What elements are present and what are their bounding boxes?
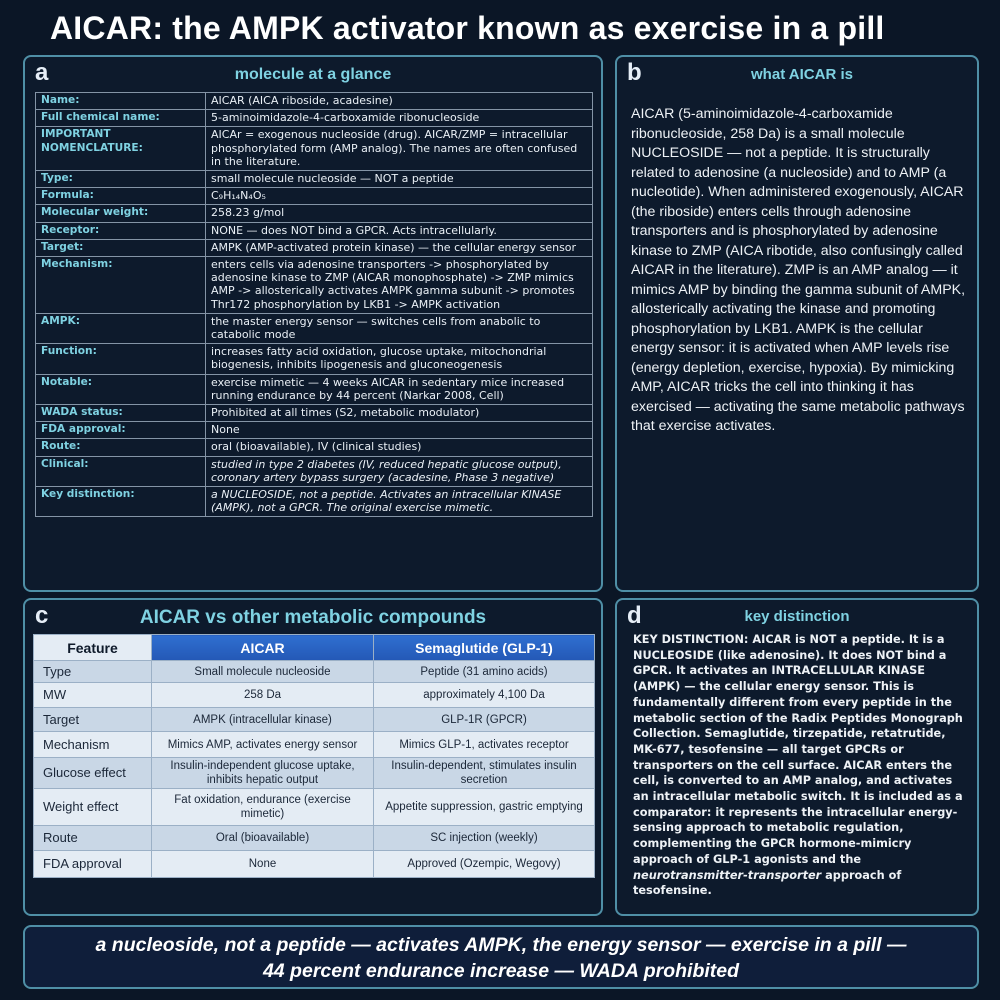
aicar-cell: Mimics AMP, activates energy sensor — [152, 732, 374, 758]
panel-molecule-at-a-glance — [23, 55, 603, 592]
panel-heading: AICAR vs other metabolic compounds — [139, 607, 487, 628]
feature-cell: Route — [34, 826, 152, 851]
comparison-table — [33, 634, 595, 878]
semaglutide-cell: approximately 4,100 Da — [374, 683, 595, 708]
table-row — [34, 661, 595, 683]
spec-row — [36, 110, 593, 127]
key-distinction-paragraph — [633, 632, 971, 899]
spec-value: studied in type 2 diabetes (IV, reduced hepatic glucose output), coronary artery bypass surgery (acadesine, Phase 3 negative) — [206, 456, 593, 486]
panel-letter: a — [35, 59, 49, 86]
semaglutide-cell: Approved (Ozempic, Wegovy) — [374, 851, 595, 878]
table-row — [34, 789, 595, 826]
table-row — [34, 708, 595, 732]
aicar-cell: None — [152, 851, 374, 878]
spec-value: AICAR (AICA riboside, acadesine) — [206, 93, 593, 110]
feature-cell: Mechanism — [34, 732, 152, 758]
spec-row — [36, 313, 593, 343]
spec-key: WADA status: — [36, 405, 206, 422]
spec-value: AICAr = exogenous nucleoside (drug). AICAR/ZMP = intracellular phosphorylated form (AMP analog). The names are often confused in the literature. — [206, 127, 593, 171]
spec-value: enters cells via adenosine transporters -> phosphorylated by adenosine kinase to ZMP (AICAR monophosphate) -> ZMP mimics AMP -> allosterically activates AMPK gamma subunit -> promotes Thr172 phosphorylation by LKB1 -> AMPK activation — [206, 257, 593, 314]
spec-value: NONE — does NOT bind a GPCR. Acts intracellularly. — [206, 222, 593, 239]
semaglutide-cell: SC injection (weekly) — [374, 826, 595, 851]
spec-row — [36, 344, 593, 374]
spec-row — [36, 222, 593, 239]
table-row — [34, 683, 595, 708]
spec-row — [36, 456, 593, 486]
spec-value: Prohibited at all times (S2, metabolic modulator) — [206, 405, 593, 422]
paragraph-text: KEY DISTINCTION: AICAR is NOT a peptide. It is a NUCLEOSIDE (like adenosine). It does NOT bind a GPCR. It activates an INTRACELLULAR KINASE (AMPK) — the cellular energy sensor. This is fundamentally different from every peptide in the metabolic section of the Radix Peptides Monograph Collection. Semaglutide, tirzepatide, retatrutide, MK-677, tesofensine — all target GPCRs or transporters on the cell surface. AICAR enters the cell, is converted to an AMP analog, and activates an intracellular metabolic switch. It is included as a comparator: it represents the intracellular energy-sensing approach to metabolic regulation, complementing the GPCR hormone-mimicry approach of GLP-1 agonists and the — [633, 633, 963, 866]
semaglutide-cell: Insulin-dependent, stimulates insulin secretion — [374, 758, 595, 789]
spec-value: oral (bioavailable), IV (clinical studies) — [206, 439, 593, 456]
spec-row — [36, 127, 593, 171]
page-title: AICAR: the AMPK activator known as exercise in a pill — [50, 10, 885, 46]
semaglutide-cell: Mimics GLP-1, activates receptor — [374, 732, 595, 758]
spec-key: Formula: — [36, 188, 206, 205]
spec-value: small molecule nucleoside — NOT a peptide — [206, 171, 593, 188]
spec-value: C₉H₁₄N₄O₅ — [206, 188, 593, 205]
paragraph-italic-text: neurotransmitter-transporter — [633, 868, 822, 882]
semaglutide-cell: Peptide (31 amino acids) — [374, 661, 595, 683]
aicar-cell: Fat oxidation, endurance (exercise mimetic) — [152, 789, 374, 826]
spec-row — [36, 257, 593, 314]
panel-heading: key distinction — [744, 608, 850, 625]
spec-key: Function: — [36, 344, 206, 374]
spec-value: None — [206, 422, 593, 439]
table-row — [34, 826, 595, 851]
description-paragraph: AICAR (5-aminoimidazole-4-carboxamide ribonucleoside, 258 Da) is a small molecule NUCLEOSIDE — not a peptide. It is structurally related to adenosine (a nucleoside) and to AMP (a nucleotide). When administered exogenously, AICAR (the riboside) enters cells through adenosine transporters and is phosphorylated by adenosine kinase to ZMP (AICA ribotide, also confusingly called AICAR in the literature). ZMP is an AMP analog — it mimics AMP by binding the gamma subunit of AMPK, allosterically activating the kinase and promoting phosphorylation by LKB1. AMPK is the cellular energy sensor: it is activated when AMP levels rise (energy depletion, exercise, hypoxia). By mimicking AMP, AICAR tricks the cell into thinking it has exercised — activating the same metabolic pathways that exercise activates. — [631, 106, 966, 434]
table-row — [34, 851, 595, 878]
panel-heading: molecule at a glance — [234, 66, 392, 83]
aicar-cell: Oral (bioavailable) — [152, 826, 374, 851]
semaglutide-cell: Appetite suppression, gastric emptying — [374, 789, 595, 826]
aicar-cell: 258 Da — [152, 683, 374, 708]
spec-value: exercise mimetic — 4 weeks AICAR in sedentary mice increased running endurance by 44 percent (Narkar 2008, Cell) — [206, 374, 593, 404]
feature-cell: FDA approval — [34, 851, 152, 878]
feature-cell: MW — [34, 683, 152, 708]
column-header-semaglutide: Semaglutide (GLP-1) — [374, 635, 595, 661]
spec-key: AMPK: — [36, 313, 206, 343]
summary-banner — [23, 925, 979, 989]
spec-key: Receptor: — [36, 222, 206, 239]
panel-heading: what AICAR is — [751, 66, 853, 83]
column-header-aicar: AICAR — [152, 635, 374, 661]
spec-row — [36, 171, 593, 188]
panel-letter: b — [627, 59, 642, 86]
spec-value: AMPK (AMP-activated protein kinase) — the cellular energy sensor — [206, 239, 593, 256]
spec-value: increases fatty acid oxidation, glucose uptake, mitochondrial biogenesis, inhibits lipogenesis and gluconeogenesis — [206, 344, 593, 374]
spec-value: a NUCLEOSIDE, not a peptide. Activates an intracellular KINASE (AMPK), not a GPCR. The original exercise mimetic. — [206, 487, 593, 517]
semaglutide-cell: GLP-1R (GPCR) — [374, 708, 595, 732]
table-row — [34, 758, 595, 789]
paragraph-text-end: approach of tesofensine. — [633, 868, 902, 898]
spec-row — [36, 405, 593, 422]
spec-row — [36, 487, 593, 517]
panel-letter: d — [627, 602, 642, 629]
table-row — [34, 732, 595, 758]
feature-cell: Weight effect — [34, 789, 152, 826]
spec-row — [36, 93, 593, 110]
aicar-cell: AMPK (intracellular kinase) — [152, 708, 374, 732]
spec-key: Type: — [36, 171, 206, 188]
spec-key: Clinical: — [36, 456, 206, 486]
panel-key-distinction — [615, 598, 979, 916]
spec-key: IMPORTANT NOMENCLATURE: — [36, 127, 206, 171]
panel-letter: c — [35, 602, 49, 629]
aicar-cell: Insulin-independent glucose uptake, inhibits hepatic output — [152, 758, 374, 789]
spec-key: Full chemical name: — [36, 110, 206, 127]
spec-key: Route: — [36, 439, 206, 456]
spec-key: Notable: — [36, 374, 206, 404]
spec-key: Name: — [36, 93, 206, 110]
spec-key: Target: — [36, 239, 206, 256]
spec-value: 258.23 g/mol — [206, 205, 593, 222]
spec-value: the master energy sensor — switches cells from anabolic to catabolic mode — [206, 313, 593, 343]
aicar-cell: Small molecule nucleoside — [152, 661, 374, 683]
feature-cell: Glucose effect — [34, 758, 152, 789]
spec-key: Key distinction: — [36, 487, 206, 517]
spec-row — [36, 439, 593, 456]
spec-row — [36, 422, 593, 439]
spec-key: Mechanism: — [36, 257, 206, 314]
spec-row — [36, 188, 593, 205]
spec-row — [36, 374, 593, 404]
banner-line-2: 44 percent endurance increase — WADA prohibited — [262, 960, 740, 982]
spec-value: 5-aminoimidazole-4-carboxamide ribonucleoside — [206, 110, 593, 127]
spec-key: Molecular weight: — [36, 205, 206, 222]
banner-line-1: a nucleoside, not a peptide — activates AMPK, the energy sensor — exercise in a pill — — [95, 934, 907, 956]
panel-what-aicar-is — [615, 55, 979, 592]
spec-key: FDA approval: — [36, 422, 206, 439]
feature-cell: Target — [34, 708, 152, 732]
spec-table — [35, 92, 593, 517]
panel-comparison — [23, 598, 603, 916]
spec-row — [36, 239, 593, 256]
feature-cell: Type — [34, 661, 152, 683]
column-header-feature: Feature — [34, 635, 152, 661]
spec-row — [36, 205, 593, 222]
